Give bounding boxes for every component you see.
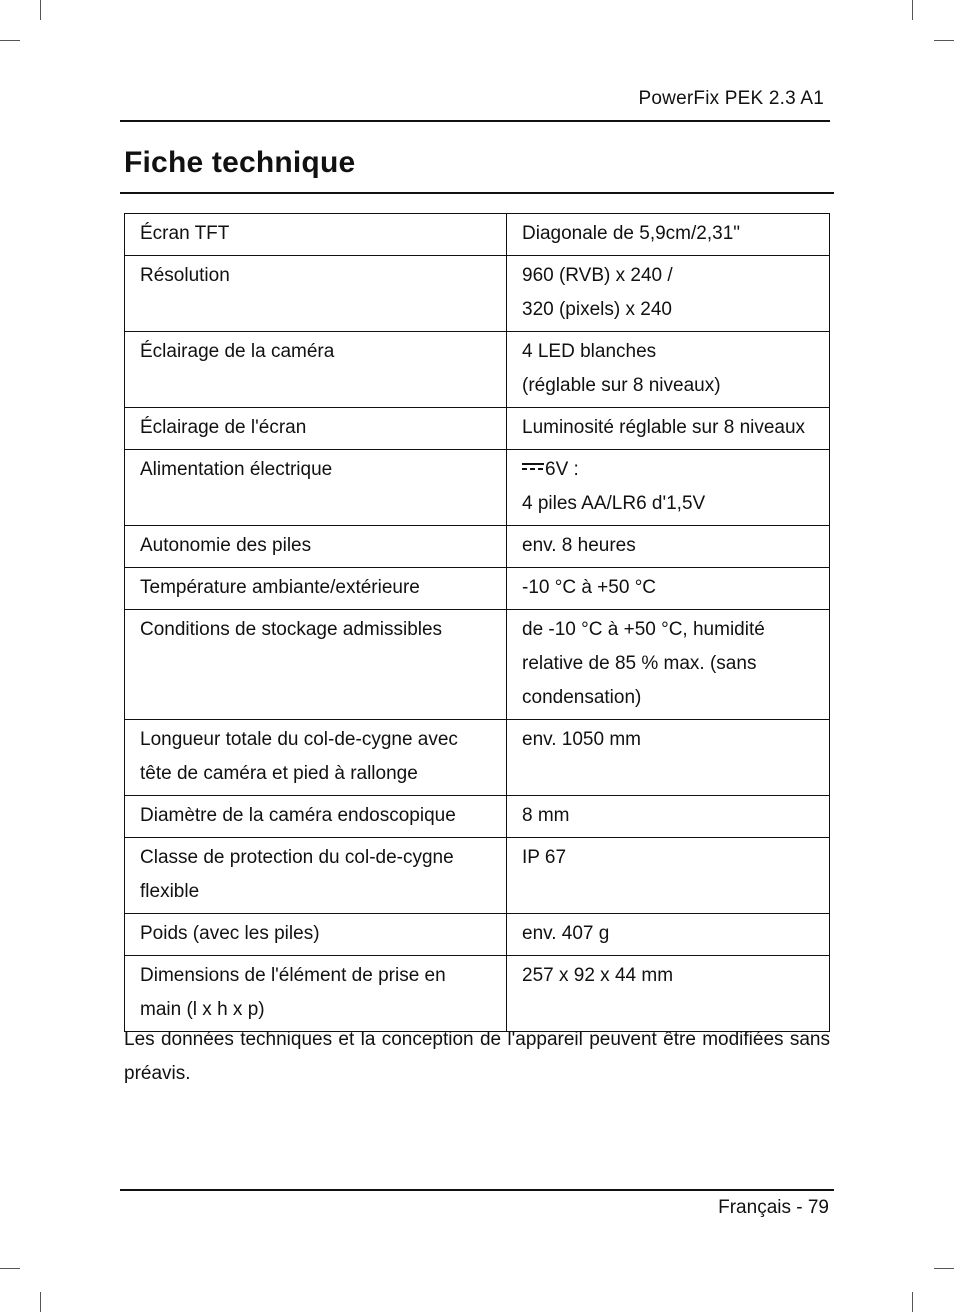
spec-label: Diamètre de la caméra endoscopique [125, 796, 507, 838]
spec-label: Autonomie des piles [125, 526, 507, 568]
spec-value: env. 407 g [507, 914, 830, 956]
spec-value-line: 4 piles AA/LR6 d'1,5V [522, 493, 706, 514]
spec-table [124, 213, 830, 1032]
spec-value: 257 x 92 x 44 mm [507, 956, 830, 1032]
spec-value: de -10 °C à +50 °C, humidité relative de 85 % max. (sans condensation) [507, 610, 830, 720]
crop-mark [40, 1292, 41, 1312]
spec-value: Diagonale de 5,9cm/2,31" [507, 214, 830, 256]
spec-value-line: 960 (RVB) x 240 / [522, 265, 673, 286]
crop-mark [912, 0, 913, 20]
footer-rule [120, 1189, 834, 1191]
table-row [125, 408, 830, 450]
table-row [125, 610, 830, 720]
title-rule [120, 192, 834, 194]
spec-value: Luminosité réglable sur 8 niveaux [507, 408, 830, 450]
spec-value: IP 67 [507, 838, 830, 914]
crop-mark [934, 1268, 954, 1269]
crop-mark [0, 1268, 20, 1269]
table-row [125, 256, 830, 332]
direct-current-icon [522, 462, 544, 472]
table-row [125, 796, 830, 838]
spec-value: env. 8 heures [507, 526, 830, 568]
table-row [125, 720, 830, 796]
footnote: Les données techniques et la conception de l'appareil peuvent être modifiées sans préavis. [124, 1029, 830, 1084]
table-row [125, 450, 830, 526]
spec-label: Longueur totale du col-de-cygne avec tête de caméra et pied à rallonge [125, 720, 507, 796]
spec-value-line: 4 LED blanches [522, 341, 657, 362]
spec-value-line: 320 (pixels) x 240 [522, 299, 672, 320]
spec-value [507, 332, 830, 408]
crop-mark [934, 40, 954, 41]
table-row [125, 956, 830, 1032]
table-row [125, 332, 830, 408]
spec-value-line: (réglable sur 8 niveaux) [522, 375, 721, 396]
table-row [125, 526, 830, 568]
header-rule [120, 120, 830, 122]
crop-mark [40, 0, 41, 20]
spec-label: Conditions de stockage admissibles [125, 610, 507, 720]
spec-value: -10 °C à +50 °C [507, 568, 830, 610]
table-row [125, 568, 830, 610]
page-number: Français - 79 [718, 1197, 829, 1218]
spec-label: Température ambiante/extérieure [125, 568, 507, 610]
spec-value-line: 6V : [545, 459, 579, 480]
spec-label: Écran TFT [125, 214, 507, 256]
spec-value [507, 256, 830, 332]
spec-value: 8 mm [507, 796, 830, 838]
spec-label: Éclairage de la caméra [125, 332, 507, 408]
spec-label: Alimentation électrique [125, 450, 507, 526]
spec-value [507, 450, 830, 526]
crop-mark [912, 1292, 913, 1312]
spec-label: Poids (avec les piles) [125, 914, 507, 956]
table-row [125, 914, 830, 956]
spec-label: Résolution [125, 256, 507, 332]
spec-label: Éclairage de l'écran [125, 408, 507, 450]
header-product-name: PowerFix PEK 2.3 A1 [638, 88, 824, 109]
crop-mark [0, 40, 20, 41]
spec-value: env. 1050 mm [507, 720, 830, 796]
page-title: Fiche technique [124, 146, 356, 179]
table-row [125, 214, 830, 256]
table-row [125, 838, 830, 914]
spec-label: Classe de protection du col-de-cygne flexible [125, 838, 507, 914]
spec-label: Dimensions de l'élément de prise en main (l x h x p) [125, 956, 507, 1032]
